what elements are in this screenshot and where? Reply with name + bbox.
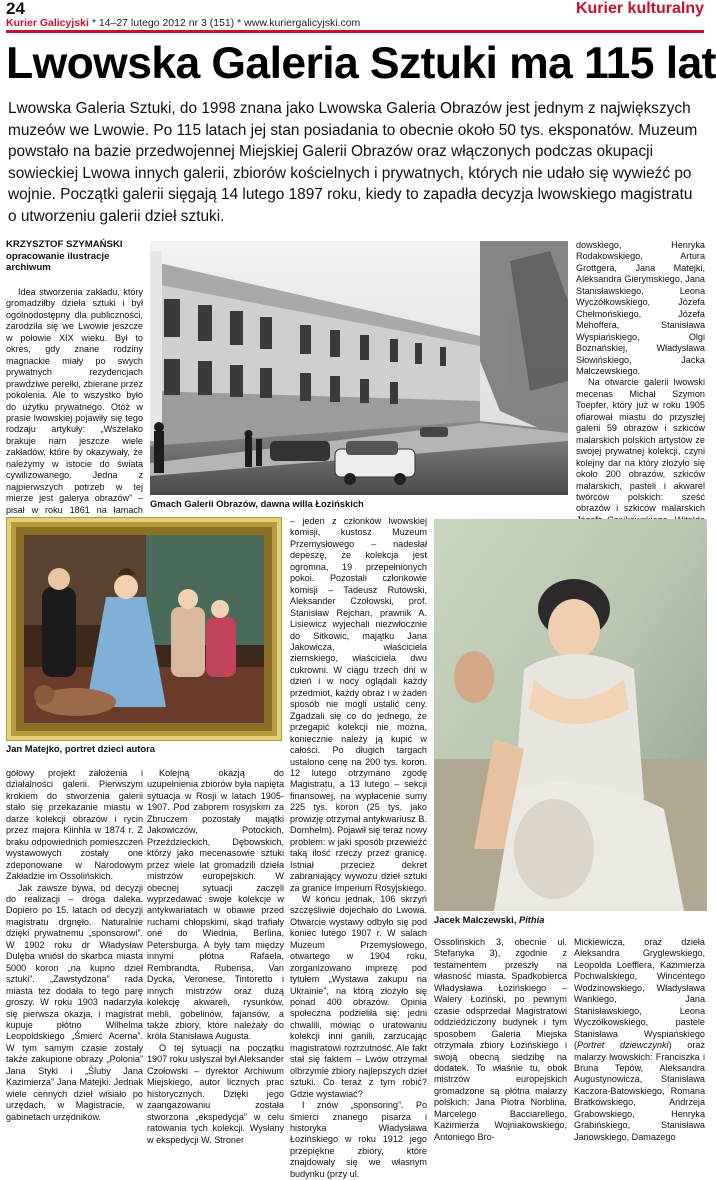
publication-line xyxy=(6,17,360,29)
issue-info: * 14–27 lutego 2012 nr 3 (151) * www.kuriergalicyjski.com xyxy=(91,17,361,29)
matejko-painting xyxy=(6,517,282,741)
paragraph xyxy=(574,937,705,1143)
column-1-top xyxy=(6,287,143,518)
building-photo xyxy=(150,241,568,495)
malczewski-caption-author: Jacek Malczewski, xyxy=(434,914,519,925)
article-title: Lwowska Galeria Sztuki ma 115 lat xyxy=(6,39,716,88)
paragraph: Idea stworzenia zakładu, który gromadziłby dzieła sztuki i był ogólnodostępny dla publiczności, zarodziła się we Lwowie jeszcze w połowie XIX wieku. Był to okres, gdy znane rodziny magnackie miały po swych prywatnych rezydencjach prawdziwe perełki, zbierane przez pokolenia. Ale to wszystko było do użytku prywatnego. Otóż w prasie lwowskiej pojawiły się tego rodzaju artykuły: „Wszelako brakuje nam jeszcze wiele zakładów, które by okazywały, że należymy w istocie do świata cywilizowanego. Jedna z najpierwszych potrzeb w tej mierze jest galerya obrazów” – pisał w roku 1861 na łamach xyxy=(6,287,143,515)
paragraph: W końcu jednak, 106 skrzyń szczęśliwie dojechało do Lwowa. Otwarcie wystawy odbyło się pod koniec lutego 1907 r. W salach Muzeum Przemysłowego, otwartego w 1904 roku, zorganizowano imprezę pod tytułem „Wystawa zakupu na Ukrainie”, na którą złożyło się ponad 400 obrazów. Opinia społeczna podzieliła się: jedni chwalili, mówiąc o uratowaniu kolekcji inni ganili, zarzucając magistratowi rozrzutność. Ale fakt stał się faktem – Lwów otrzymał olbrzymie zbiory najlepszych dzieł sztuki. Co teraz z tym robić? Gdzie wystawiać? xyxy=(290,893,427,1099)
column-3 xyxy=(290,516,427,1179)
column-1-bottom xyxy=(6,768,143,1122)
malczewski-caption-title: Pithia xyxy=(518,914,545,925)
column-2-bottom xyxy=(147,768,284,1145)
paragraph-text: Na otwarcie galerii lwowski mecenas Michał Szymon Toepfer, który już w roku 1905 ofiarował miastu do przyszłej galerii 59 obrazów i szkiców malarskich polskich artystów ze swojej prywatnej kolekcji, czyni kolejny dar na który złożyło się około 200 obrazów, szkiców malarskich, pasteli i akwarel twórców polskich: sześć obrazów i szkiców malarskich xyxy=(576,377,705,514)
column-4-top xyxy=(576,240,705,517)
paragraph: gółowy projekt założenia i działalności galerii. Pierwszym krokiem do stworzenia galerii stało się przekazanie miastu w darze kolekcji obrazów i rycin przez majora Kiinhla w 1874 r. Z braku odpowiednich pomieszczeń wystawowych zostały one zdeponowane w Narodowym Zakładzie im Ossolińskich. xyxy=(6,768,143,882)
column-5b xyxy=(574,937,705,1142)
article-lead: Lwowska Galeria Sztuki, do 1998 znana jako Lwowska Galeria Obrazów jest jednym z największych muzeów we Lwowie. Po 115 latach jej stan posiadania to obecnie około 50 tys. eksponatów. Muzeum powstało na bazie przedwojennej Miejskiej Galerii Obrazów oraz włączonych podczas okupacji sowieckiej Lwowa innych galerii, zbiorów kościelnych i prywatnych, których nie udało się wywieźć po wojnie. Początki galerii sięgają 14 lutego 1897 roku, kiedy to zapadła decyzja lwowskiego magistratu o utworzeniu galerii dzieł sztuki. xyxy=(8,100,698,225)
matejko-illustration xyxy=(6,517,282,741)
paragraph-text: ) oraz malarzy lwowskich: Franciszka i Bruna Tepów, Aleksandra Augustynowicza, Stanisława Kaczora-Batowskiego, Romana Bratkowskiego, Andrzeja Grabowskiego, Henryka Grabińskiego, Stanisława Janowskiego, Damazego xyxy=(574,1040,705,1142)
paragraph: – jeden z członków lwowskiej komisji, kustosz Muzeum Przemysłowego – nadesłał depeszę, że kolekcja jest ogromna, 19 przepełnionych pokoi. Pozostali członkowie komisji – Tadeusz Rutowski, Aleksander Czołowski, prof. Stanisław Rejchan, prawnik A. Lisiewicz wyjechali niezwłocznie do Sitkowic, majątku Jana Jakowicza, właściciela ziemskiego, właściciela dwu cukrowni. W ciągu trzech dni w dzień i w nocy oglądali każdy przedmiot, każdy obraz i w żaden sposób nie mogli ustalić ceny. Zgadzali się co do jednego, że przegapić kolekcji nie można, koniecznie należy ją kupić w całości. Po długich targach ustalono cenę na 200 tys. koron. 12 lutego otrzymano zgodę Magistratu, a 13 lutego – sekcji finansowej, na wypłacenie sumy 225 tys. koron (25 tys. jako prowizję otrzymał antykwariusz B. Domhelm). Pojawił się teraz nowy problem: w jaki sposób przewieźć taką ilość rzeczy przez granicę. Istniał przecież dekret zabraniający wywozu dzieł sztuki za granice Imperium Rosyjskiego. xyxy=(290,516,427,893)
page-number: 24 xyxy=(6,0,25,18)
byline xyxy=(6,239,144,274)
header-rule xyxy=(6,30,704,33)
paragraph: Kolejną okazją do uzupełnienia zbiorów była napięta sytuacja w Rosji w latach 1905-1907. Pod zaborem rosyjskim za Zbruczem pozostały majątki Jakowiczów, Potockich, Przeździeckich, Dębowskich, którzy jako mecenasowie sztuki przez wiele lat gromadzili dzieła mistrzów europejskich. W obecnej sytuacji zaczęli wyprzedawać swoje kolekcje w antykwariatach w obawie przed ruchami chłopskimi, skąd trafiały one do Wiednia, Berlina, Petersburga. A były tam między innymi płótna Rafaela, Rembrandta, Rubensa, Van Dycka, Veronese, Tintoretto i innych mistrzów oraz dużą kolekcję akwareli, rysunków, mebli, gobelinów, fajansów, a także zbiory, które należały do króla Stanisława Augusta. xyxy=(147,768,284,1042)
author-role: opracowanie ilustracje archiwum xyxy=(6,250,110,273)
column-5a xyxy=(434,937,567,1142)
malczewski-painting xyxy=(434,519,707,911)
malczewski-caption xyxy=(434,914,544,925)
paragraph-text: Mickiewicza, oraz dzieła Aleksandra Gryglewskiego, Leopolda Loefflera, Kazimierza Pochwalskiego, Wincentego Wodzinowskiego, Władysława Wankiego, Jana Stanisławskiego, Leona Wyczółkowskiego, pastele Stanisława Wyspiańskiego ( xyxy=(574,937,705,1051)
matejko-caption: Jan Matejko, portret dzieci autora xyxy=(6,743,155,754)
paragraph: dowskiego, Henryka Rodakowskiego, Artura Grottgera, Jana Matejki, Aleksandra Gierymskiego, Jana Stanisławskiego, Leona Wyczółkowskiego, Józefa Chełmońskiego, Józefa Mehoffera, Stanisława Wyspiańskiego, Olgi Boznańskiej, Władysława Słowińskiego, Jacka Malczewskiego. xyxy=(576,240,705,376)
building-illustration xyxy=(150,241,568,495)
page-header xyxy=(6,0,704,30)
malczewski-illustration xyxy=(434,519,707,911)
building-photo-caption: Gmach Galerii Obrazów, dawna willa Łozińskich xyxy=(150,498,364,509)
paragraph: O tej sytuacji na początku 1907 roku usłyszał był Aleksander Czołowski – dyrektor Archiwum Miejskiego, autor licznych prac historycznych. Dzięki jego zaangażowaniu została stworzona „ekspedycja” w celu ratowania tych kolekcji. Wysłany w ekspedycji W. Stroner xyxy=(147,1042,284,1145)
paragraph: I znów „sponsoring”. Po śmierci znanego pisarza i historyka Władysława Łozińskiego w roku 1912 jego przepiękne zbiory, które znajdowały się we własnym budynku (przy ul. xyxy=(290,1100,427,1179)
paragraph: Jak zawsze bywa, od decyzji do realizacji – droga daleka. Dopiero po 15. latach od decyzji magistratu drgnęło. Naturalnie dzięki prywatnemu „sponsorowi”. W 1902 roku dr Władysław Dulęba wniósł do skarbca miasta 5000 koron „na kupno dzieł sztuki”. „Zawstydzona” rada miasta też dodała to tego parę groszy. W roku 1903 nadarzyła się pierwsza okazja, i magistrat kupuje płótno Wilhelma Leopoldskiego „Śmierć Acerna”. W tym samym czasie zostały także zakupione obrazy „Polonia” Jana Styki i „Śluby Jana Kazimierza” Jana Matejki. Jednak wiele cennych dzieł wisiało po urzędach, w Magistracie, w gabinetach urzędników. xyxy=(6,882,143,1122)
paragraph: Ossolińskich 3, obecnie ul. Stefanyka 3), zgodnie z testamentem przeszły na własność miasta. Spadkobierca Władysława Łozińskiego – Walery Łoziński, po pewnym czasie odsprzedał Magistratowi oddziedziczony budynek i tym sposobem Galeria Miejska otrzymała zbiory Łozińskiego i swoją obecną siedzibę na dodatek. To właśnie tu, obok mistrzów europejskich gromadzone są płótna malarzy polskich: Jana Piotra Norblina, Marcelego Bacciarellego, Kazimierza Wojniakowskiego, Antoniego Bro- xyxy=(434,937,567,1142)
author-name: KRZYSZTOF SZYMAŃSKI xyxy=(6,239,123,250)
section-name: Kurier kulturalny xyxy=(575,0,704,17)
publication-name: Kurier Galicyjski xyxy=(6,17,89,29)
artwork-title: Portret dziewczynki xyxy=(577,1040,669,1051)
